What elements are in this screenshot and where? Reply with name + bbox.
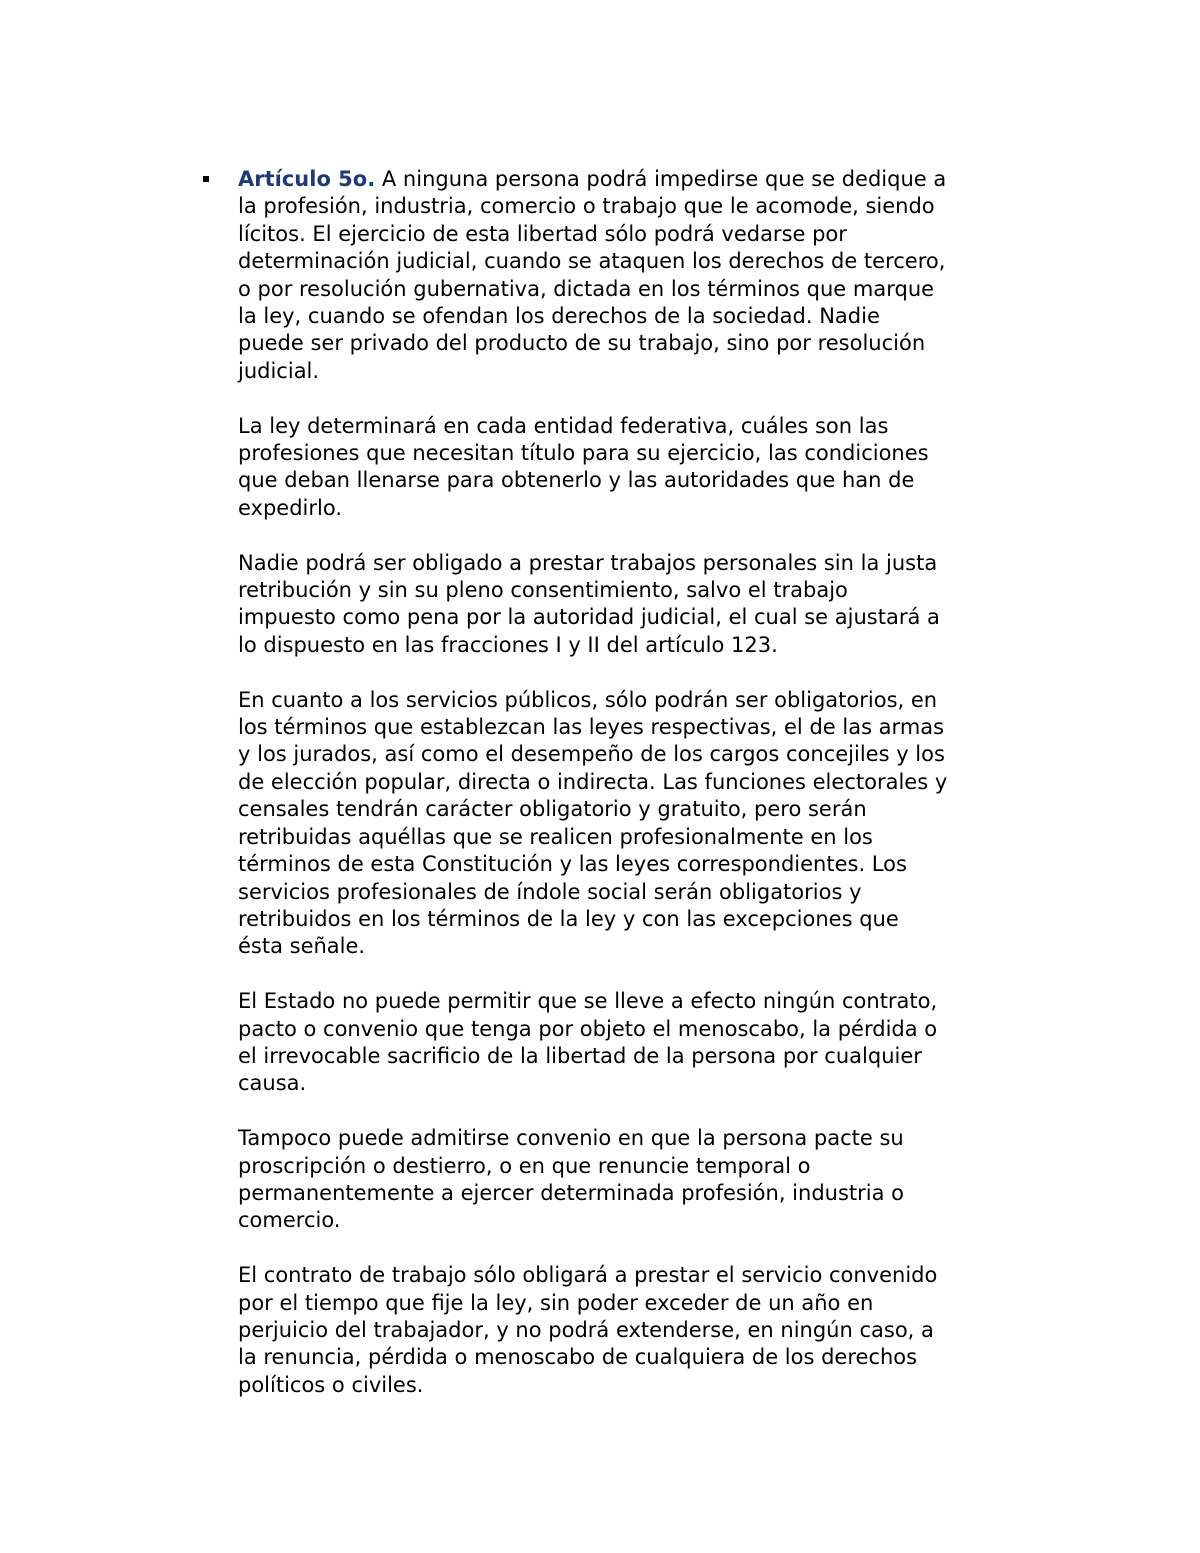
article-paragraph <box>238 1262 1038 1399</box>
line-text: servicios profesionales de índole social serán obligatorios y <box>238 879 862 904</box>
list-bullet-icon <box>203 176 209 182</box>
paragraph-line <box>238 358 1038 385</box>
article-paragraph <box>238 687 1038 961</box>
paragraph-line <box>238 1070 1038 1097</box>
article-body <box>238 166 1038 1427</box>
paragraph-line <box>238 741 1038 768</box>
paragraph-line <box>238 796 1038 823</box>
line-text: causa. <box>238 1071 307 1096</box>
paragraph-line <box>238 577 1038 604</box>
line-text: expedirlo. <box>238 495 343 520</box>
paragraph-line <box>238 769 1038 796</box>
line-text: retribuidos en los términos de la ley y con las excepciones que <box>238 906 899 931</box>
paragraph-line <box>238 1317 1038 1344</box>
paragraph-line <box>238 413 1038 440</box>
line-text: lícitos. El ejercicio de esta libertad sólo podrá vedarse por <box>238 221 847 246</box>
paragraph-line <box>238 467 1038 494</box>
paragraph-line <box>238 248 1038 275</box>
paragraph-line <box>238 1290 1038 1317</box>
paragraph-line <box>238 1372 1038 1399</box>
paragraph-line <box>238 604 1038 631</box>
paragraph-line <box>238 166 1038 193</box>
line-text: políticos o civiles. <box>238 1372 424 1397</box>
paragraph-line <box>238 440 1038 467</box>
article-heading: Artículo 5o. <box>238 167 376 191</box>
paragraph-line <box>238 303 1038 330</box>
line-text: lo dispuesto en las fracciones I y II del artículo 123. <box>238 632 778 657</box>
paragraph-line <box>238 221 1038 248</box>
paragraph-line <box>238 1016 1038 1043</box>
paragraph-line <box>238 193 1038 220</box>
line-text: de elección popular, directa o indirecta. Las funciones electorales y <box>238 769 948 794</box>
line-text: profesiones que necesitan título para su ejercicio, las condiciones <box>238 441 929 466</box>
paragraph-line <box>238 1262 1038 1289</box>
paragraph-line <box>238 879 1038 906</box>
line-text: y los jurados, así como el desempeño de los cargos concejiles y los <box>238 742 945 767</box>
line-text: judicial. <box>238 358 320 383</box>
paragraph-line <box>238 1043 1038 1070</box>
article-paragraph <box>238 166 1038 385</box>
paragraph-line <box>238 687 1038 714</box>
line-text: determinación judicial, cuando se ataquen los derechos de tercero, <box>238 249 946 274</box>
article-paragraph <box>238 413 1038 523</box>
line-text: proscripción o destierro, o en que renuncie temporal o <box>238 1153 811 1178</box>
line-text: el irrevocable sacrificio de la libertad de la persona por cualquier <box>238 1043 922 1068</box>
line-text: pacto o convenio que tenga por objeto el menoscabo, la pérdida o <box>238 1016 938 1041</box>
line-text: retribuidas aquéllas que se realicen profesionalmente en los <box>238 824 873 849</box>
paragraph-line <box>238 550 1038 577</box>
line-text: comercio. <box>238 1208 341 1233</box>
line-text: puede ser privado del producto de su trabajo, sino por resolución <box>238 331 926 356</box>
paragraph-line <box>238 988 1038 1015</box>
line-text: la ley, cuando se ofendan los derechos de la sociedad. Nadie <box>238 304 880 329</box>
line-text: permanentemente a ejercer determinada profesión, industria o <box>238 1180 904 1205</box>
paragraph-line <box>238 1153 1038 1180</box>
line-text: ésta señale. <box>238 934 366 959</box>
line-text: retribución y sin su pleno consentimiento, salvo el trabajo <box>238 578 848 603</box>
line-text: perjuicio del trabajador, y no podrá extenderse, en ningún caso, a <box>238 1317 934 1342</box>
line-text: Nadie podrá ser obligado a prestar trabajos personales sin la justa <box>238 550 938 575</box>
paragraph-line <box>238 1180 1038 1207</box>
line-text: por el tiempo que fije la ley, sin poder exceder de un año en <box>238 1290 874 1315</box>
line-text: La ley determinará en cada entidad federativa, cuáles son las <box>238 413 889 438</box>
line-text: censales tendrán carácter obligatorio y gratuito, pero serán <box>238 797 867 822</box>
paragraph-line <box>238 1344 1038 1371</box>
line-text: los términos que establezcan las leyes respectivas, el de las armas <box>238 715 945 740</box>
line-text: El contrato de trabajo sólo obligará a prestar el servicio convenido <box>238 1263 938 1288</box>
line-text: la renuncia, pérdida o menoscabo de cualquiera de los derechos <box>238 1345 918 1370</box>
paragraph-line <box>238 632 1038 659</box>
line-text: términos de esta Constitución y las leyes correspondientes. Los <box>238 852 907 877</box>
paragraph-line <box>238 906 1038 933</box>
paragraph-line <box>238 495 1038 522</box>
line-text: A ninguna persona podrá impedirse que se dedique a <box>375 167 947 191</box>
line-text: En cuanto a los servicios públicos, sólo podrán ser obligatorios, en <box>238 687 938 712</box>
paragraph-line <box>238 824 1038 851</box>
line-text: Tampoco puede admitirse convenio en que la persona pacte su <box>238 1126 904 1151</box>
line-text: o por resolución gubernativa, dictada en los términos que marque <box>238 276 935 301</box>
line-text: impuesto como pena por la autoridad judicial, el cual se ajustará a <box>238 605 940 630</box>
paragraph-line <box>238 1207 1038 1234</box>
paragraph-line <box>238 276 1038 303</box>
line-text: El Estado no puede permitir que se lleve a efecto ningún contrato, <box>238 989 938 1014</box>
article-paragraph <box>238 550 1038 660</box>
line-text: la profesión, industria, comercio o trabajo que le acomode, siendo <box>238 194 935 219</box>
paragraph-line <box>238 714 1038 741</box>
line-text: que deban llenarse para obtenerlo y las autoridades que han de <box>238 468 915 493</box>
paragraph-line <box>238 1125 1038 1152</box>
paragraph-line <box>238 330 1038 357</box>
article-paragraph <box>238 1125 1038 1235</box>
paragraph-line <box>238 851 1038 878</box>
article-paragraph <box>238 988 1038 1098</box>
paragraph-line <box>238 933 1038 960</box>
